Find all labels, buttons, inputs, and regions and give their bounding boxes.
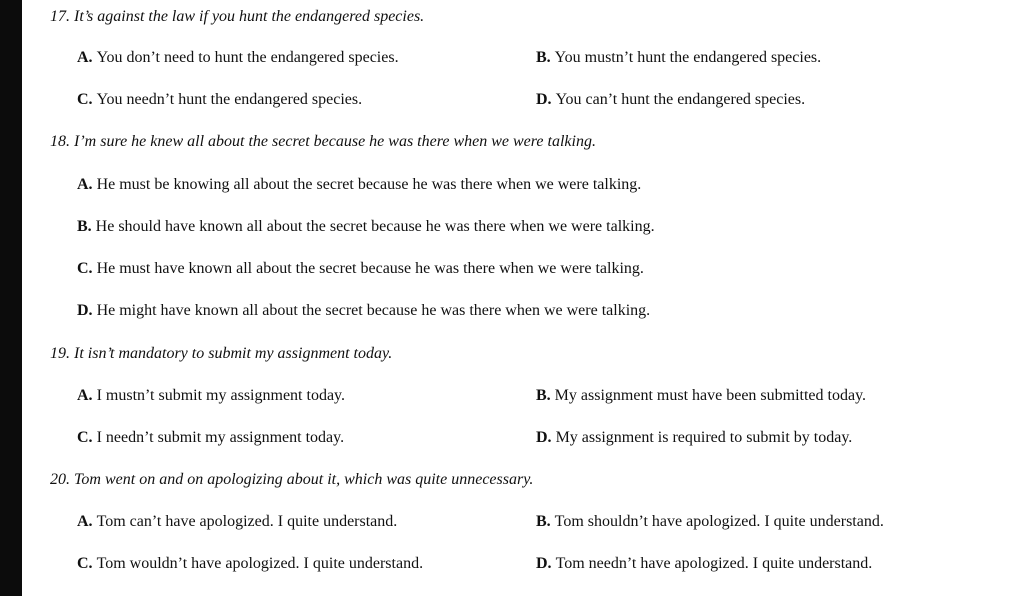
question-17-option-b[interactable]: B. You mustn’t hunt the endangered species. (536, 49, 822, 66)
question-19-option-a[interactable]: A. I mustn’t submit my assignment today. (77, 387, 345, 404)
question-18-option-a[interactable]: A. He must be knowing all about the secret because he was there when we were talking. (77, 176, 642, 193)
question-19-option-c[interactable]: C. I needn’t submit my assignment today. (77, 429, 345, 446)
question-18-option-b[interactable]: B. He should have known all about the secret because he was there when we were talking. (77, 218, 655, 235)
question-18-stem: 18. I’m sure he knew all about the secret because he was there when we were talking. (50, 133, 596, 150)
question-19-option-b[interactable]: B. My assignment must have been submitted today. (536, 387, 867, 404)
question-17-option-d[interactable]: D. You can’t hunt the endangered species. (536, 91, 806, 108)
question-20-option-c[interactable]: C. Tom wouldn’t have apologized. I quite understand. (77, 555, 424, 572)
question-20-option-a[interactable]: A. Tom can’t have apologized. I quite understand. (77, 513, 398, 530)
question-19-stem: 19. It isn’t mandatory to submit my assignment today. (50, 345, 393, 362)
question-20-option-d[interactable]: D. Tom needn’t have apologized. I quite understand. (536, 555, 873, 572)
question-17-option-a[interactable]: A. You don’t need to hunt the endangered species. (77, 49, 399, 66)
question-20-option-b[interactable]: B. Tom shouldn’t have apologized. I quite understand. (536, 513, 884, 530)
left-edge-bar (0, 0, 22, 596)
question-18-option-c[interactable]: C. He must have known all about the secret because he was there when we were talking. (77, 260, 644, 277)
question-17-option-c[interactable]: C. You needn’t hunt the endangered species. (77, 91, 363, 108)
question-17-stem: 17. It’s against the law if you hunt the endangered species. (50, 8, 425, 25)
question-18-option-d[interactable]: D. He might have known all about the secret because he was there when we were talking. (77, 302, 651, 319)
question-19-option-d[interactable]: D. My assignment is required to submit by today. (536, 429, 853, 446)
question-20-stem: 20. Tom went on and on apologizing about it, which was quite unnecessary. (50, 471, 534, 488)
